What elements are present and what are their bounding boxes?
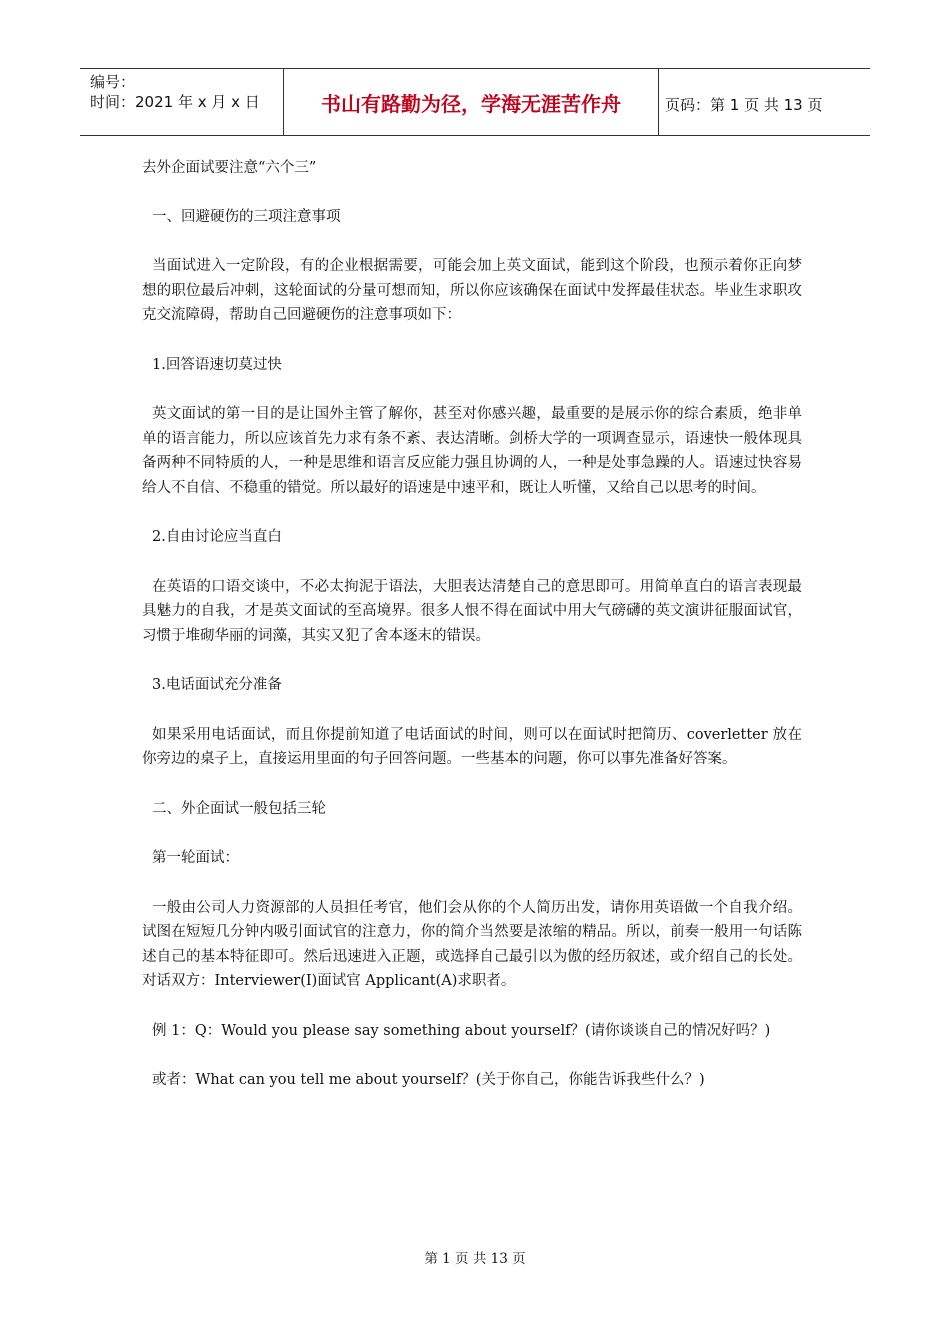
section-heading: 一、回避硬伤的三项注意事项 — [152, 208, 341, 225]
header-page-cell — [659, 69, 870, 135]
page-footer: 第 1 页 共 13 页 — [424, 1251, 526, 1267]
subsection-heading: 1.回答语速切莫过快 — [152, 356, 282, 373]
subsection-heading: 2.自由讨论应当直白 — [152, 529, 282, 545]
section-heading: 二、外企面试一般包括三轮 — [152, 800, 326, 817]
paragraph: 当面试进入一定阶段，有的企业根据需要，可能会加上英文面试，能到这个阶段，也预示着你正向梦想的职位最后冲刺，这轮面试的分量可想而知，所以你应该确保在面试中发挥最佳状态。毕业生求职攻克交流障碍，帮助自己回避硬伤的注意事项如下： — [142, 258, 802, 323]
date-label: 时间：2021 年 x 月 x 日 — [90, 93, 260, 111]
paragraph: 英文面试的第一目的是让国外主管了解你，甚至对你感兴趣，最重要的是展示你的综合素质，绝非单单的语言能力，所以应该首先力求有条不紊、表达清晰。剑桥大学的一项调查显示，语速快一般体现具备两种不同特质的人，一种是思维和语言反应能力强且协调的人，一种是处事急躁的人。语速过快容易给人不自信、不稳重的错觉。所以最好的语速是中速平和，既让人听懂，又给自己以思考的时间。 — [142, 406, 802, 496]
header-motto-cell — [283, 69, 659, 135]
example-question-alt: 或者：What can you tell me about yourself？(关于你自己，你能告诉我些什么？) — [152, 1072, 705, 1088]
paragraph: 一般由公司人力资源部的人员担任考官，他们会从你的个人简历出发，请你用英语做一个自我介绍。试图在短短几分钟内吸引面试官的注意力，你的简介当然要是浓缩的精品。所以，前奏一般用一句话陈述自己的基本特征即可。然后迅速进入正题，或选择自己最引以为傲的经历叙述，或介绍自己的长处。对话双方：Interviewer(I)面试官 Applicant(A)求职者。 — [142, 899, 802, 989]
subsection-heading: 第一轮面试： — [152, 850, 239, 866]
page-number-label: 页码：第 1 页 共 13 页 — [665, 96, 823, 114]
header-meta-cell — [80, 69, 283, 135]
example-question: 例 1：Q：Would you please say something about yourself？(请你谈谈自己的情况好吗？) — [152, 1022, 771, 1039]
paragraph: 如果采用电话面试，而且你提前知道了电话面试的时间，则可以在面试时把简历、coverletter 放在你旁边的桌子上，直接运用里面的句子回答问题。一些基本的问题，你可以事先准备好答案。 — [142, 726, 802, 767]
document-body — [142, 156, 802, 1118]
document-header — [80, 68, 870, 136]
code-label: 编号： — [90, 73, 136, 91]
subsection-heading: 3.电话面试充分准备 — [152, 677, 282, 693]
document-title: 去外企面试要注意“六个三” — [142, 160, 317, 176]
paragraph: 在英语的口语交谈中，不必太拘泥于语法，大胆表达清楚自己的意思即可。用简单直白的语言表现最具魅力的自我，才是英文面试的至高境界。很多人恨不得在面试中用大气磅礴的英文演讲征服面试官，习惯于堆砌华丽的词藻，其实又犯了舍本逐末的错误。 — [142, 578, 802, 644]
motto-text: 书山有路勤为径，学海无涯苦作舟 — [321, 92, 621, 116]
